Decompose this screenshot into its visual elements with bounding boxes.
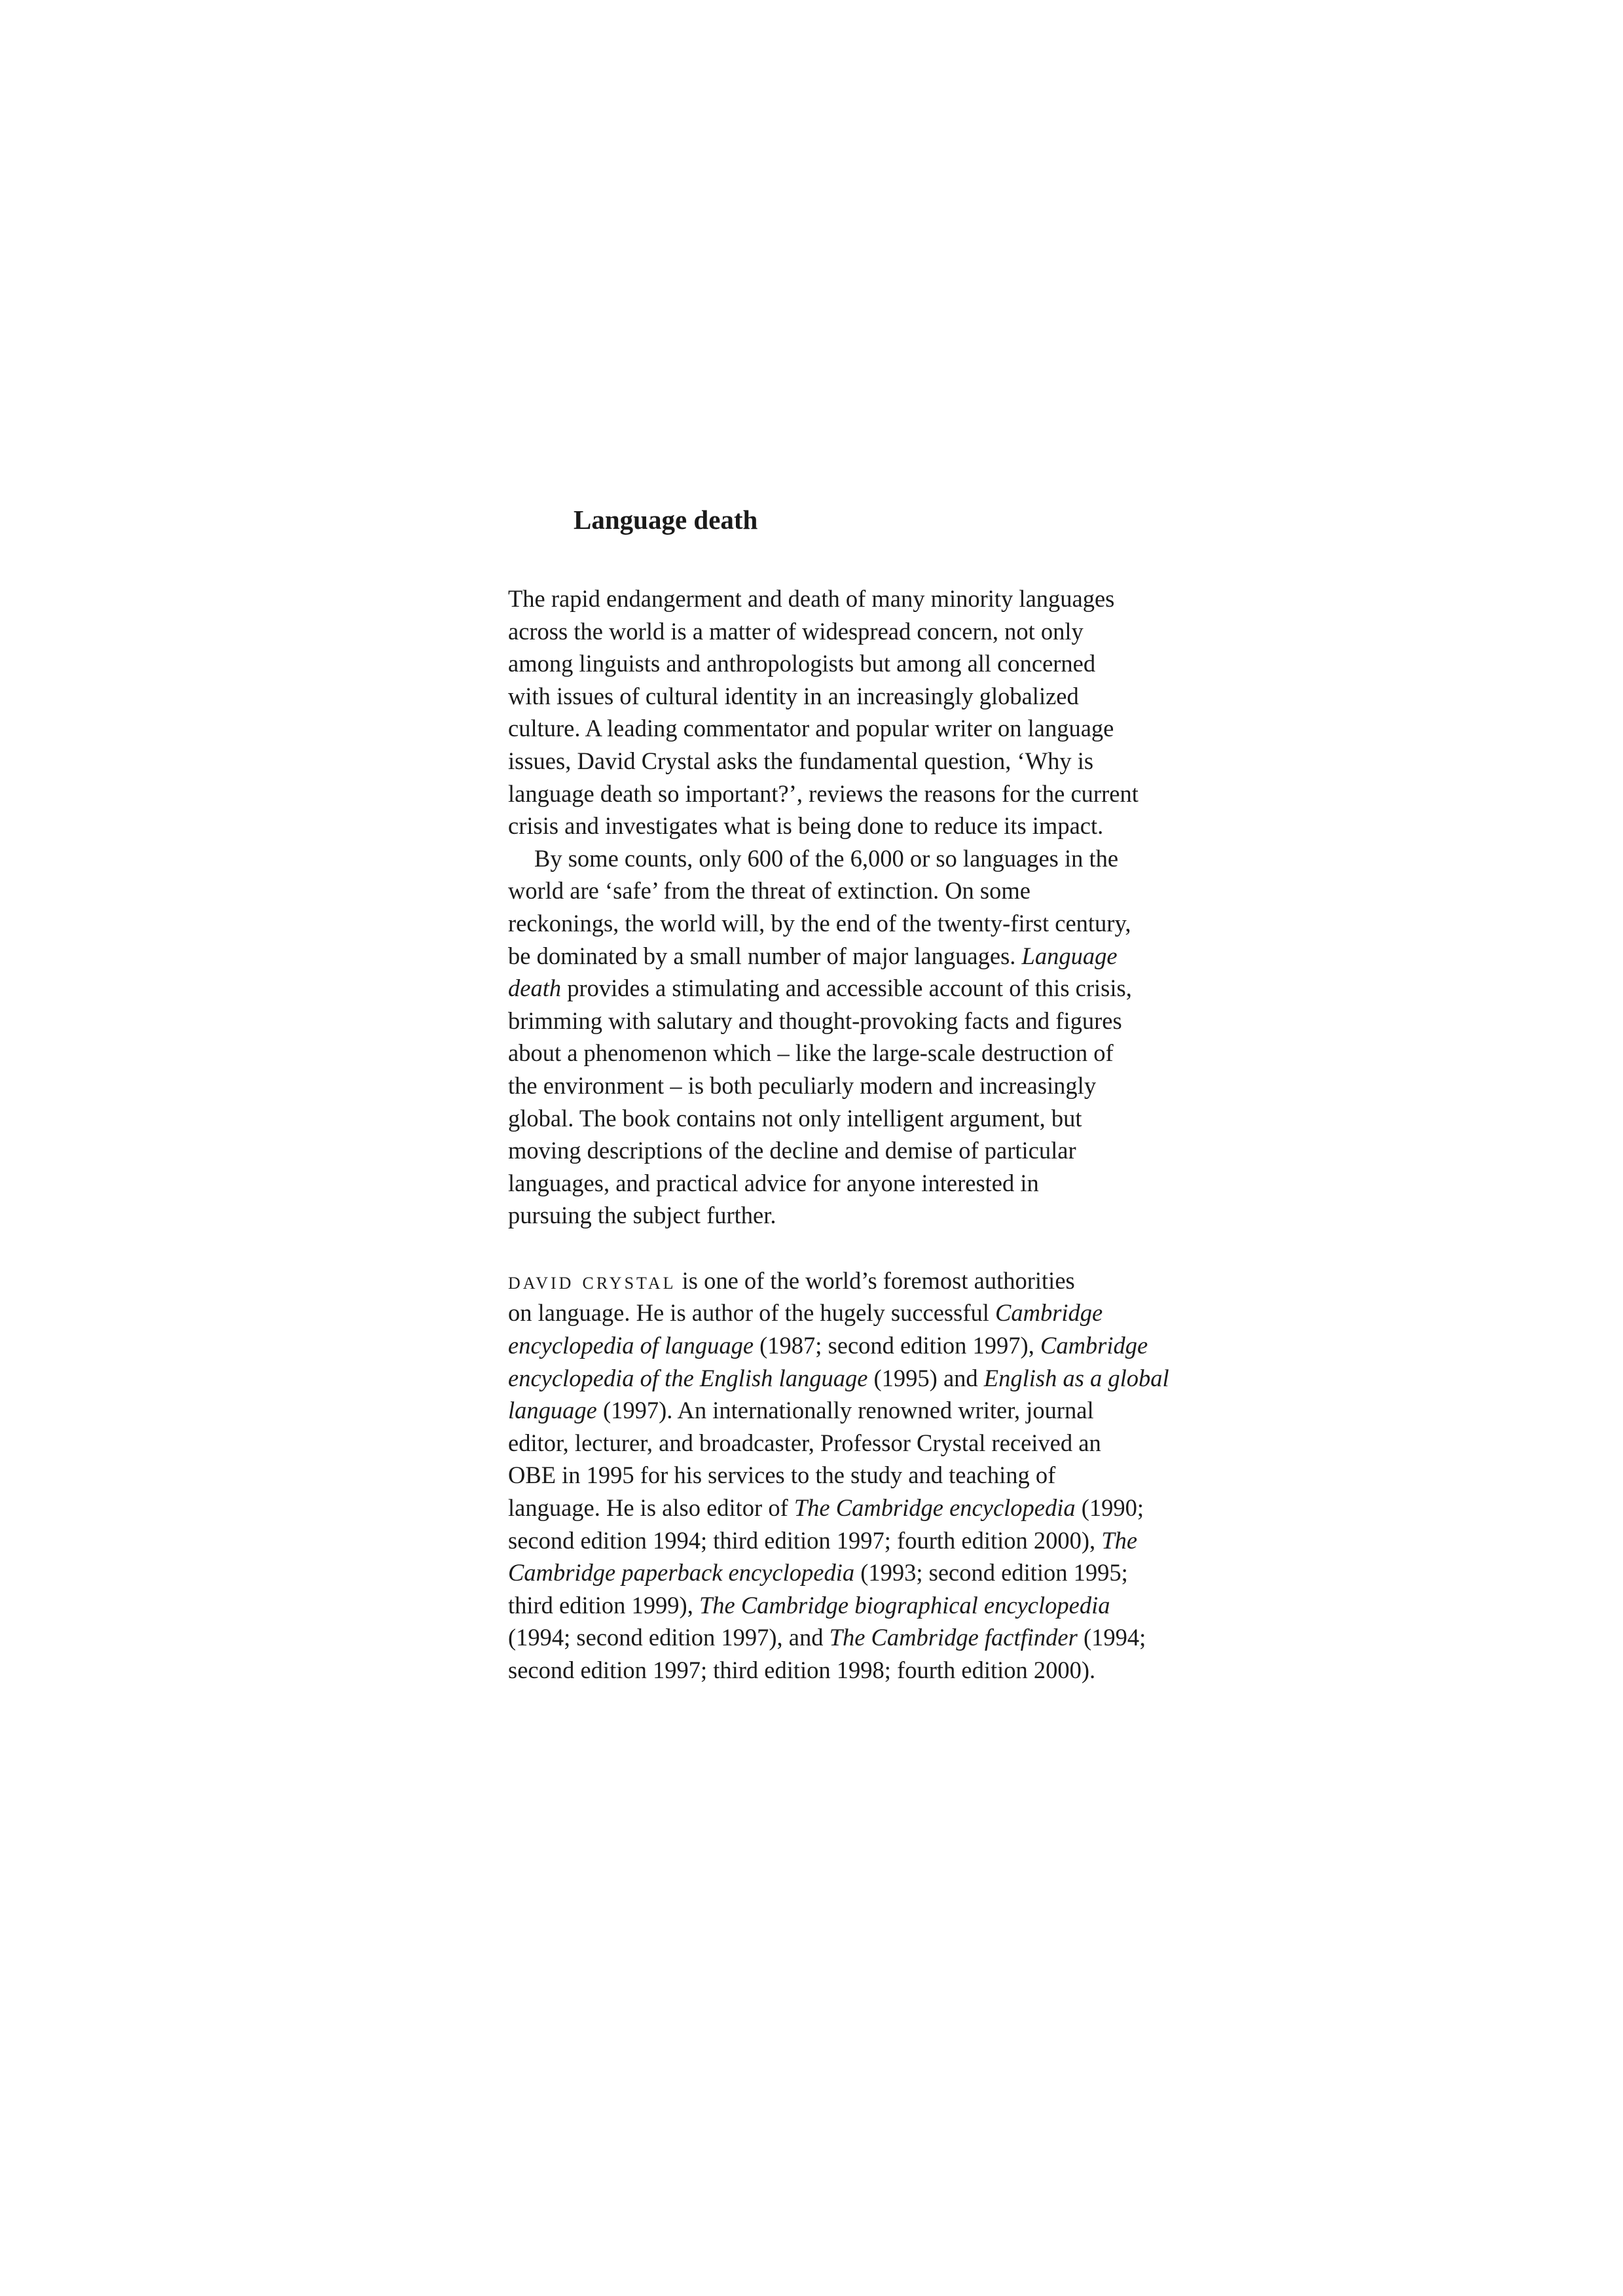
text-line [508,1524,1235,1557]
text-line: culture. A leading commentator and popular writer on language [508,715,1114,742]
text-run: second edition 1994; third edition 1997; fourth edition 2000), [508,1526,1102,1554]
text-line: issues, David Crystal asks the fundamental question, ‘Why is [508,747,1094,774]
text-line [508,1621,1235,1654]
text-line: global. The book contains not only intelligent argument, but [508,1104,1082,1132]
text-line: brimming with salutary and thought-provoking facts and figures [508,1007,1122,1034]
text-run: (1997). An internationally renowned writer, journal [596,1397,1094,1424]
book-title-italic: Language [1021,942,1118,969]
text-line: OBE in 1995 for his services to the study and teaching of [508,1462,1056,1489]
text-run: on language. He is author of the hugely successful [508,1299,995,1327]
text-run: (1994; second edition 1997), and [508,1624,830,1651]
book-title-italic: The Cambridge factfinder [829,1624,1078,1651]
text-run: provides a stimulating and accessible account of this crisis, [561,975,1132,1002]
text-line [508,1329,1235,1362]
text-line: By some counts, only 600 of the 6,000 or so languages in the [534,844,1119,872]
text-line: language death so important?’, reviews the reasons for the current [508,780,1139,807]
text-line: second edition 1997; third edition 1998; fourth edition 2000). [508,1657,1096,1683]
text-line [508,1492,1235,1524]
book-title-italic: death [508,975,562,1002]
paragraph-gap [508,1232,1235,1265]
book-title-italic: The Cambridge biographical encyclopedia [699,1591,1110,1619]
book-title-italic: Cambridge [1040,1332,1148,1359]
text-line: world are ‘safe’ from the threat of extinction. On some [508,877,1030,905]
text-run: (1994; [1077,1624,1146,1651]
text-line [508,1362,1235,1395]
description-paragraph-1 [508,583,1235,842]
text-run: is one of the world’s foremost authorities [676,1266,1075,1294]
description-paragraph-2 [508,842,1235,1232]
text-line: among linguists and anthropologists but among all concerned [508,650,1096,677]
text-run: (1990; [1075,1494,1144,1522]
text-line [508,1556,1235,1589]
text-run: (1993; second edition 1995; [854,1559,1128,1587]
book-title-italic: The Cambridge encyclopedia [793,1494,1076,1522]
author-bio [508,1265,1235,1687]
text-line: with issues of cultural identity in an increasingly globalized [508,682,1079,709]
text-run: be dominated by a small number of major languages. [508,942,1022,969]
page-title: Language death [574,505,758,535]
text-line [508,1265,1235,1297]
text-line [508,940,1235,973]
text-run: third edition 1999), [508,1591,699,1619]
text-line: moving descriptions of the decline and demise of particular [508,1137,1076,1164]
book-title-italic: encyclopedia of the English language [508,1364,868,1391]
book-title-italic: encyclopedia of language [508,1332,754,1359]
text-line: reckonings, the world will, by the end of the twenty-first century, [508,909,1131,937]
text-line [508,1297,1235,1329]
text-line: The rapid endangerment and death of many minority languages [508,585,1115,612]
book-title-italic: language [508,1397,597,1424]
text-line: the environment – is both peculiarly modern and increasingly [508,1071,1097,1099]
text-line [508,1589,1235,1622]
text-run: (1995) and [867,1364,984,1391]
text-line [508,972,1235,1005]
text-line: languages, and practical advice for anyone interested in [508,1169,1039,1196]
text-line: crisis and investigates what is being done to reduce its impact. [508,812,1104,840]
book-title-italic: Cambridge paperback encyclopedia [508,1559,855,1587]
text-line: across the world is a matter of widespread concern, not only [508,617,1084,645]
text-run: language. He is also editor of [508,1494,794,1522]
author-name: david crystal [508,1266,676,1294]
blurb-text [508,583,1235,1687]
text-line: pursuing the subject further. [508,1202,776,1229]
book-title-italic: The [1101,1526,1138,1554]
text-line: editor, lecturer, and broadcaster, Professor Crystal received an [508,1429,1101,1456]
book-title-italic: Cambridge [995,1299,1103,1327]
text-line: about a phenomenon which – like the large-scale destruction of [508,1039,1114,1067]
text-line [508,1394,1235,1427]
book-title-italic: English as a global [983,1364,1169,1391]
text-run: (1987; second edition 1997), [754,1332,1040,1359]
